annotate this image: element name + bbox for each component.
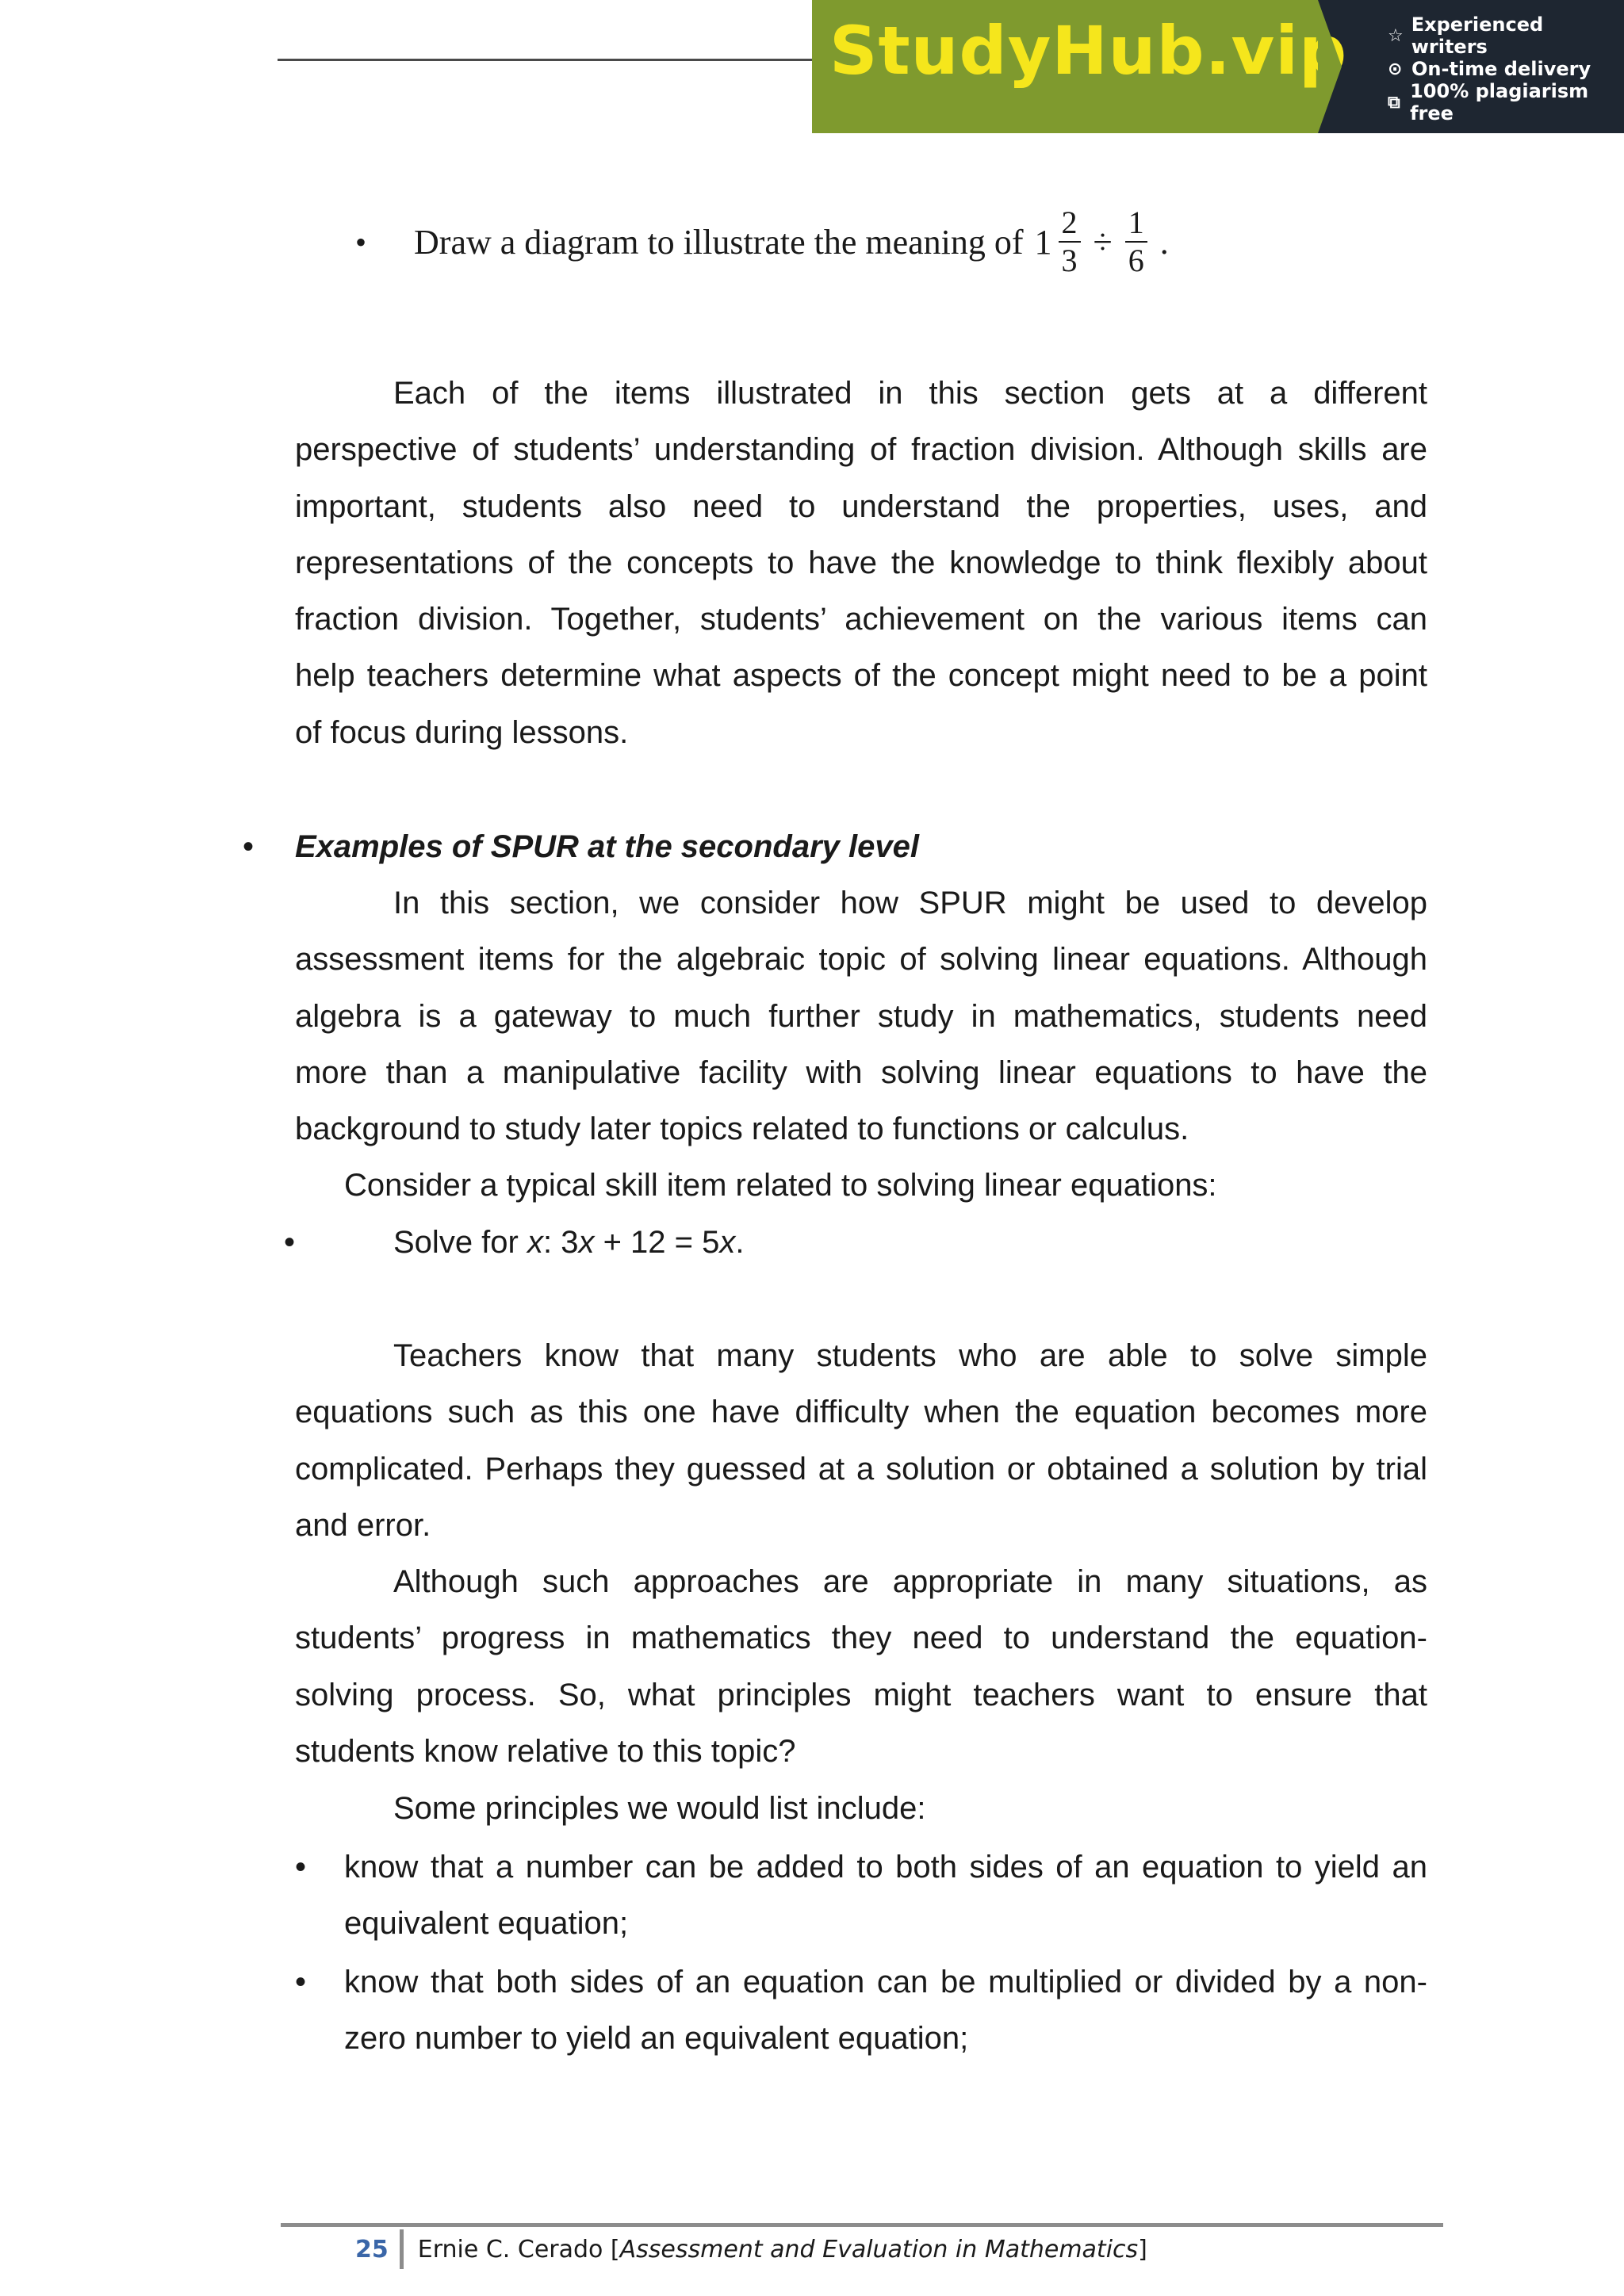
item-text: Draw a diagram to illustrate the meaning of — [414, 222, 1024, 262]
text-line: complicated. Perhaps they guessed at a solution or obtained a solution by trial — [295, 1451, 1427, 1487]
section-heading: Examples of SPUR at the secondary level — [295, 829, 919, 864]
fraction-one-sixth — [1125, 205, 1147, 279]
text-line: background to study later topics related to functions or calculus. — [295, 1112, 1189, 1147]
text-line: Each of the items illustrated in this section gets at a different — [393, 376, 1427, 411]
text-line: students know relative to this topic? — [295, 1733, 796, 1769]
header-rule — [278, 59, 817, 61]
text-line: fraction division. Together, students’ achievement on the various items can — [295, 602, 1427, 637]
banner-arrow — [1318, 0, 1342, 133]
principle-item — [344, 1954, 1427, 2068]
page-footer — [355, 2229, 1147, 2269]
consider-line: Consider a typical skill item related to solving linear equations: — [344, 1168, 1217, 1203]
principles-intro: Some principles we would list include: — [393, 1791, 926, 1826]
footer-book-title: Assessment and Evaluation in Mathematics — [619, 2235, 1139, 2263]
division-sign: ÷ — [1093, 222, 1113, 262]
text-line: algebra is a gateway to much further study in mathematics, students need — [295, 998, 1427, 1034]
bullet: • — [355, 224, 367, 260]
text-line: important, students also need to understand the properties, uses, and — [295, 488, 1427, 524]
feature-label: On-time delivery — [1411, 58, 1591, 80]
text-line: perspective of students’ understanding of fraction division. Although skills are — [295, 432, 1427, 468]
text-line: Although such approaches are appropriate in many situations, as — [393, 1564, 1427, 1599]
fraction-diagram-item — [355, 198, 1169, 285]
paragraph-teachers-know — [295, 1328, 1427, 1554]
text-line: equations such as this one have difficulty when the equation becomes more — [295, 1395, 1427, 1430]
numerator: 2 — [1059, 205, 1081, 243]
text-line: representations of the concepts to have the knowledge to think flexibly about — [295, 545, 1427, 580]
footer-bracket: ] — [1138, 2235, 1147, 2263]
principle-item — [344, 1839, 1427, 1953]
text-line: more than a manipulative facility with solving linear equations to have the — [295, 1054, 1427, 1090]
footer-divider — [400, 2229, 404, 2269]
bullet: • — [284, 1225, 296, 1260]
text-line: help teachers determine what aspects of the concept might need to be a point — [295, 658, 1427, 694]
studyhub-logo[interactable] — [812, 0, 1348, 133]
feature-label: 100% plagiarism free — [1410, 80, 1589, 124]
star-icon: ☆ — [1388, 25, 1404, 46]
copy-icon: ⧉ — [1388, 92, 1400, 113]
text-line: solving process. So, what principles might teachers want to ensure that — [295, 1677, 1427, 1712]
feature-plagiarism-free — [1388, 80, 1624, 124]
text-line: assessment items for the algebraic topic of solving linear equations. Although — [295, 942, 1427, 978]
paragraph-fraction-division — [295, 365, 1427, 761]
footer-rule — [281, 2223, 1443, 2227]
text-line: know that a number can be added to both sides of an equation to yield an — [344, 1850, 1427, 1885]
feature-label: Experienced writers — [1411, 13, 1544, 58]
fraction-two-thirds — [1059, 205, 1081, 279]
text-line: In this section, we consider how SPUR might be used to develop — [393, 886, 1427, 920]
denominator: 6 — [1128, 243, 1144, 278]
text-line: Teachers know that many students who are able to solve simple — [393, 1338, 1427, 1373]
text-line: students’ progress in mathematics they need to understand the equation- — [295, 1621, 1427, 1656]
text-line: zero number to yield an equivalent equation; — [344, 2021, 969, 2057]
bullet: • — [295, 1965, 307, 1999]
bullet: • — [295, 1850, 307, 1885]
text-line: of focus during lessons. — [295, 714, 629, 750]
denominator: 3 — [1061, 243, 1078, 278]
text-line: and error. — [295, 1507, 431, 1543]
period: . — [1159, 222, 1169, 262]
bullet: • — [243, 829, 255, 864]
paragraph-spur-secondary — [295, 875, 1427, 1158]
mixed-whole: 1 — [1034, 222, 1052, 262]
text-line: know that both sides of an equation can be multiplied or divided by a non- — [344, 1965, 1427, 1999]
numerator: 1 — [1125, 205, 1147, 243]
text-line: equivalent equation; — [344, 1906, 629, 1942]
banner-features — [1318, 0, 1624, 133]
solve-item: Solve for x: 3x + 12 = 5x. — [393, 1225, 745, 1260]
logo-text: StudyHub.vip — [829, 12, 1348, 90]
page-number: 25 — [355, 2235, 389, 2263]
feature-experienced-writers — [1388, 13, 1624, 58]
clock-icon: ⊙ — [1388, 59, 1403, 79]
paragraph-although — [295, 1554, 1427, 1780]
studyhub-banner[interactable] — [812, 0, 1624, 133]
footer-author: Ernie C. Cerado [ — [417, 2235, 620, 2263]
